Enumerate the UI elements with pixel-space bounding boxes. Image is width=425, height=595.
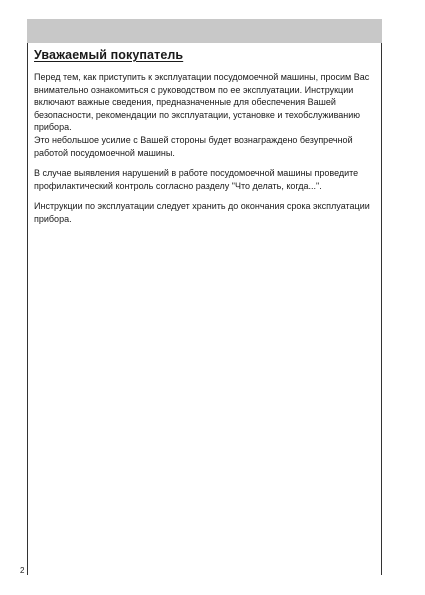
page-content [34, 48, 374, 234]
left-margin-rule [27, 43, 28, 575]
header-band [27, 19, 382, 43]
effort-paragraph: Это небольшое усилие с Вашей стороны будет вознаграждено безупречной работой посудомоечной машины. [34, 134, 353, 158]
storage-paragraph: Инструкции по эксплуатации следует хранить до окончания срока эксплуатации прибора. [34, 201, 370, 224]
page-title: Уважаемый покупатель [34, 48, 184, 62]
intro-paragraph: Перед тем, как приступить к эксплуатации посудомоечной машины, просим Вас внимательно ознакомиться с руководством по ее эксплуатации. Инструкции включают важные сведения, предназначенные для обеспечения Вашей безопасности, рекомендации по эксплуатации, установке и техобслуживанию прибора. [34, 72, 370, 133]
troubleshooting-paragraph: В случае выявления нарушений в работе посудомоечной машины проведите профилактический контроль согласно разделу "Что делать, когда...". [34, 168, 359, 191]
page-number: 2 [20, 566, 25, 575]
right-margin-rule [381, 43, 382, 575]
